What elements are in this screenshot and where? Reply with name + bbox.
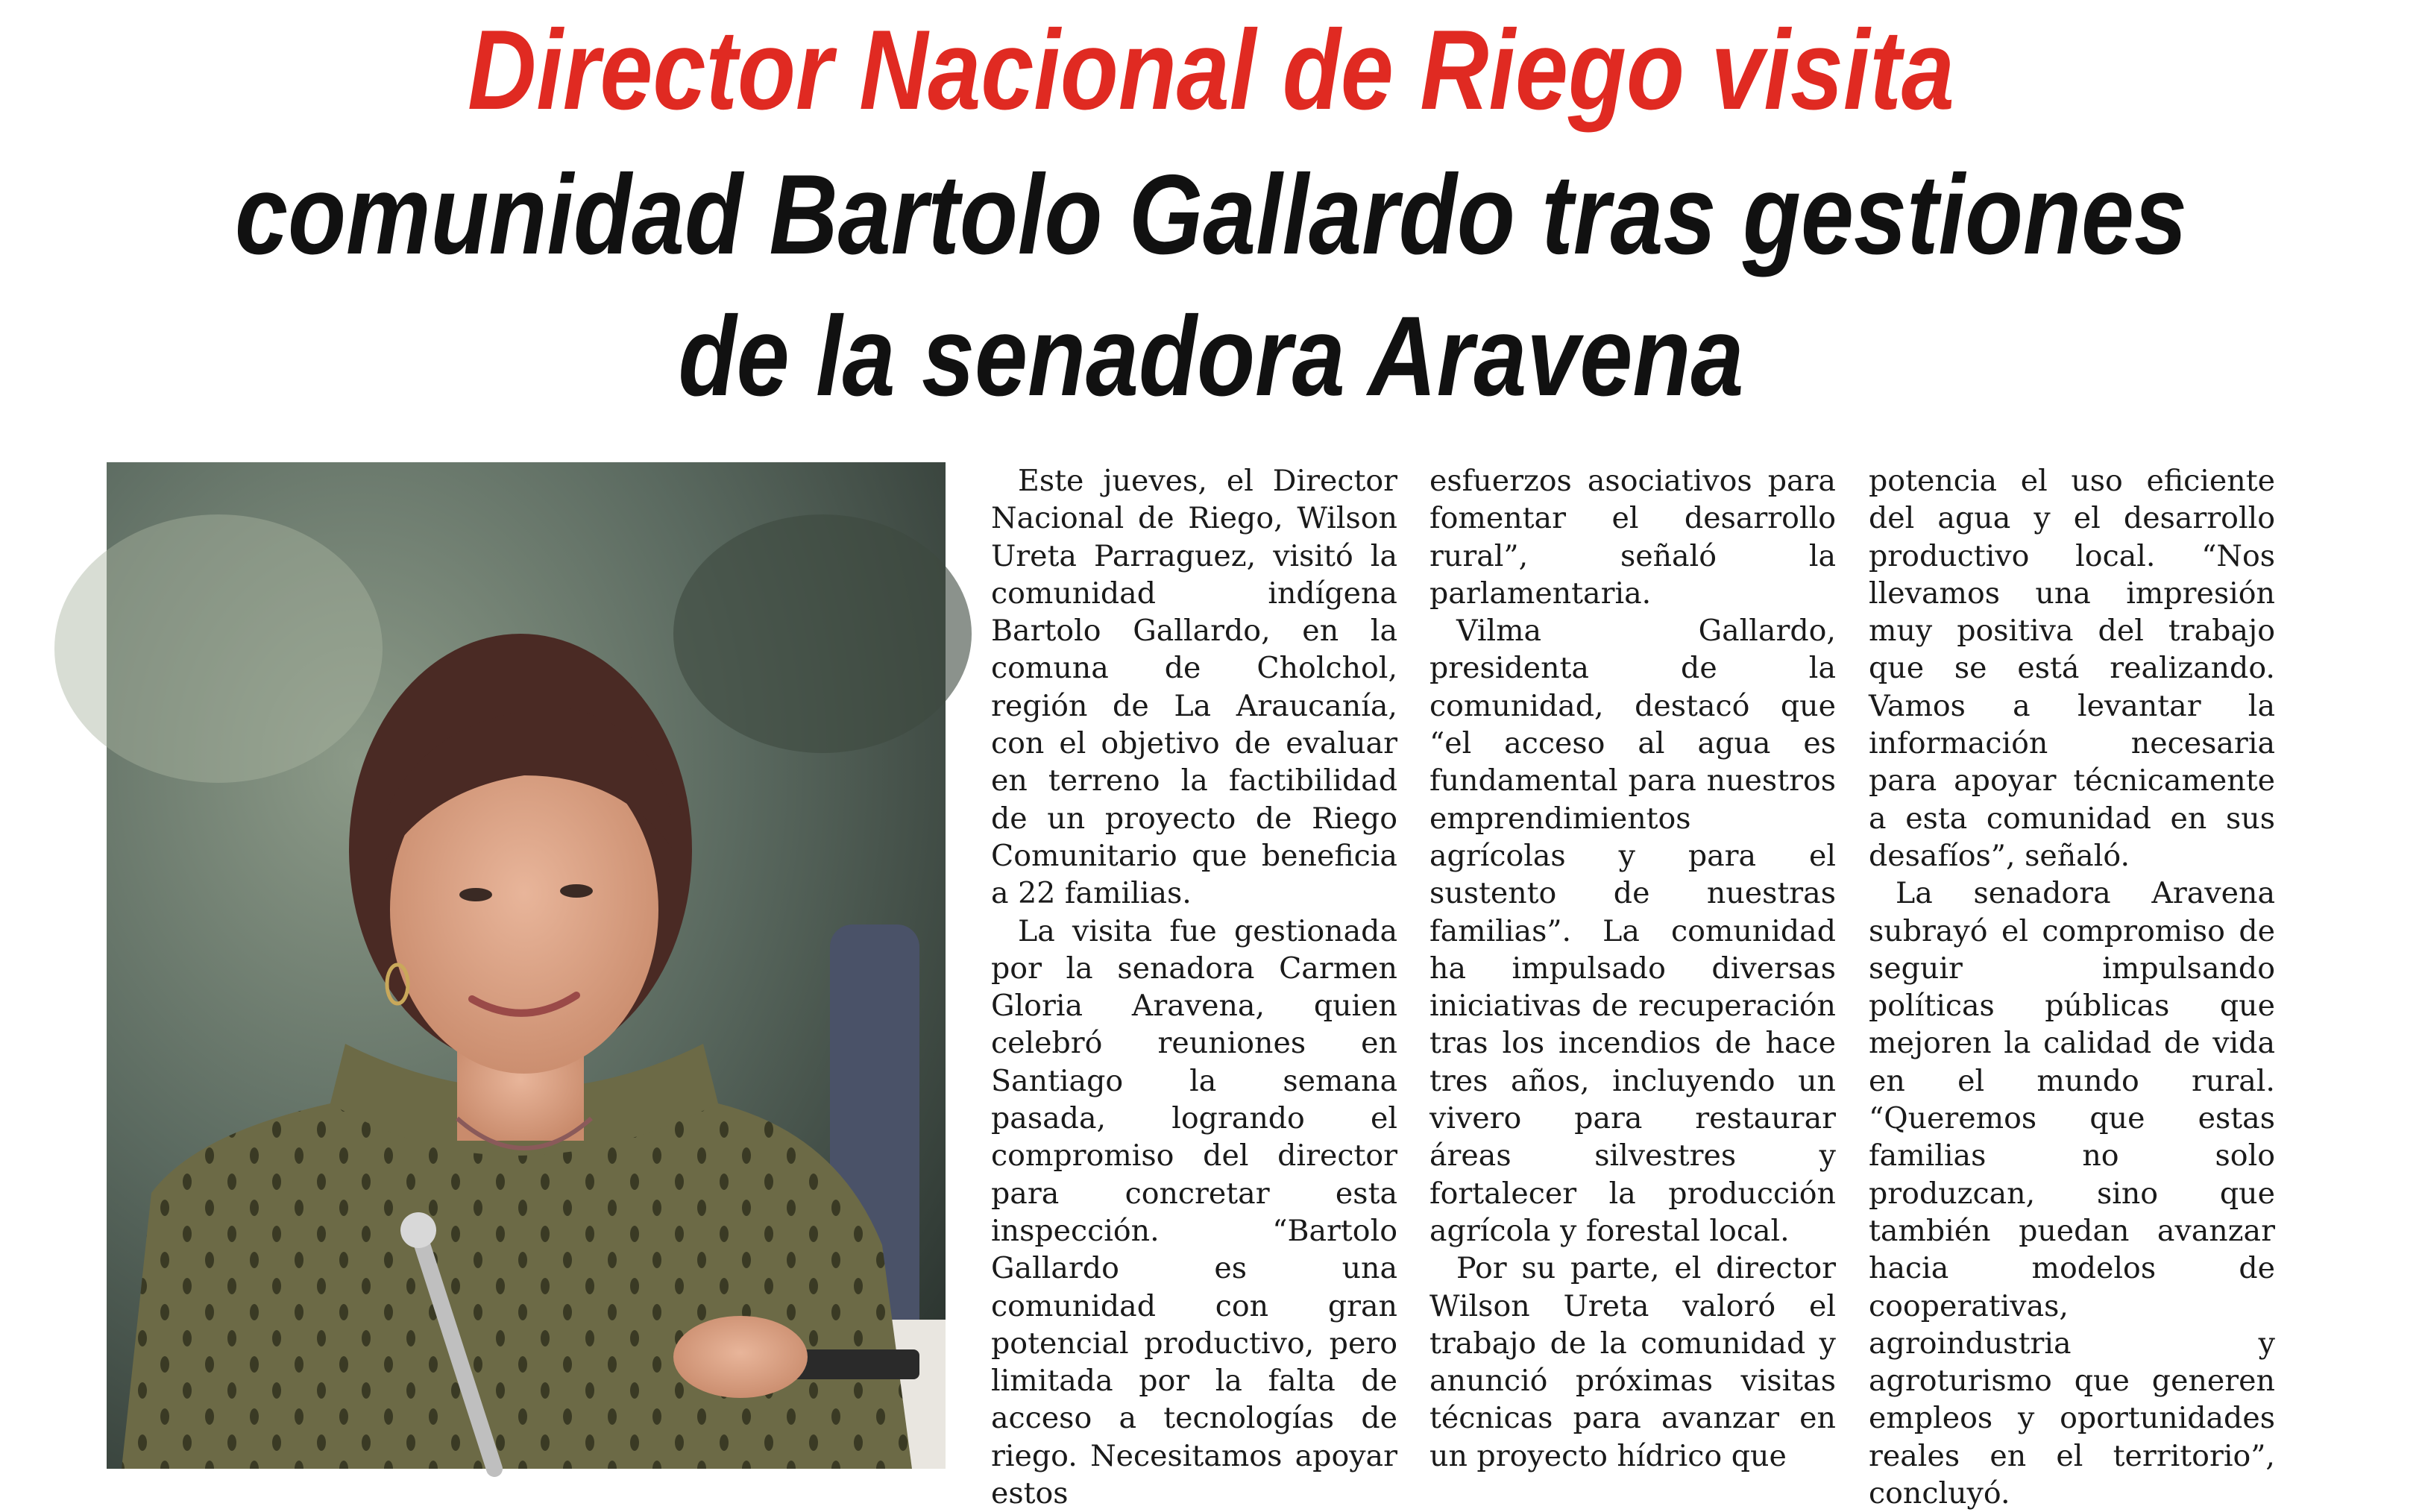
paragraph: esfuerzos asociativos para fomentar el desarrollo rural”, señaló la parlamentaria.: [1429, 464, 1836, 611]
headline-line-2: comunidad Bartolo Gallardo tras gestiones: [235, 151, 2187, 278]
paragraph: Por su parte, el director Wilson Ureta valoró el trabajo de la comunidad y anunció próximas visitas técnicas para avanzar en un proyecto hídrico que: [1429, 1251, 1836, 1473]
paragraph: Este jueves, el Director Nacional de Riego, Wilson Ureta Parraguez, visitó la comunidad indígena Bartolo Gallardo, en la comuna de Cholchol, región de La Araucanía, con el objetivo de evaluar en terreno la factibilidad de un proyecto de Riego Comunitario que beneficia a 22 familias.: [991, 464, 1397, 911]
portrait-illustration: [107, 462, 946, 1469]
headline-line-1: Director Nacional de Riego visita: [468, 7, 1954, 133]
article-column-3: [1869, 462, 2275, 1511]
paragraph: potencia el uso eficiente del agua y el desarrollo productivo local. “Nos llevamos una impresión muy positiva del trabajo que se está realizando. Vamos a levantar la información necesaria para apoyar técnicamente a esta comunidad en sus desafíos”, señaló.: [1869, 464, 2275, 873]
headline-line-3: de la senadora Aravena: [678, 293, 1744, 420]
article-photo: [107, 462, 946, 1469]
paragraph: Vilma Gallardo, presidenta de la comunidad, destacó que “el acceso al agua es fundamental para nuestros emprendimientos agrícolas y para el sustento de nuestras familias”. La comunidad ha impulsado diversas iniciativas de recuperación tras los incendios de hace tres años, incluyendo un vivero para restaurar áreas silvestres y fortalecer la producción agrícola y forestal local.: [1429, 614, 1836, 1248]
paragraph: La visita fue gestionada por la senadora Carmen Gloria Aravena, quien celebró reuniones en Santiago la semana pasada, logrando el compromiso del director para concretar esta inspección. “Bartolo Gallardo es una comunidad con gran potencial productivo, pero limitada por la falta de acceso a tecnologías de riego. Necesitamos apoyar estos: [991, 913, 1397, 1511]
paragraph: La senadora Aravena subrayó el compromiso de seguir impulsando políticas públicas que mejoren la calidad de vida en el mundo rural. “Queremos que estas familias no solo produzcan, sino que también puedan avanzar hacia modelos de cooperativas, agroindustria y agroturismo que generen empleos y oportunidades reales en el territorio”, concluyó.: [1869, 876, 2275, 1511]
article-column-2: [1429, 462, 1836, 1473]
article-column-1: [991, 462, 1397, 1511]
